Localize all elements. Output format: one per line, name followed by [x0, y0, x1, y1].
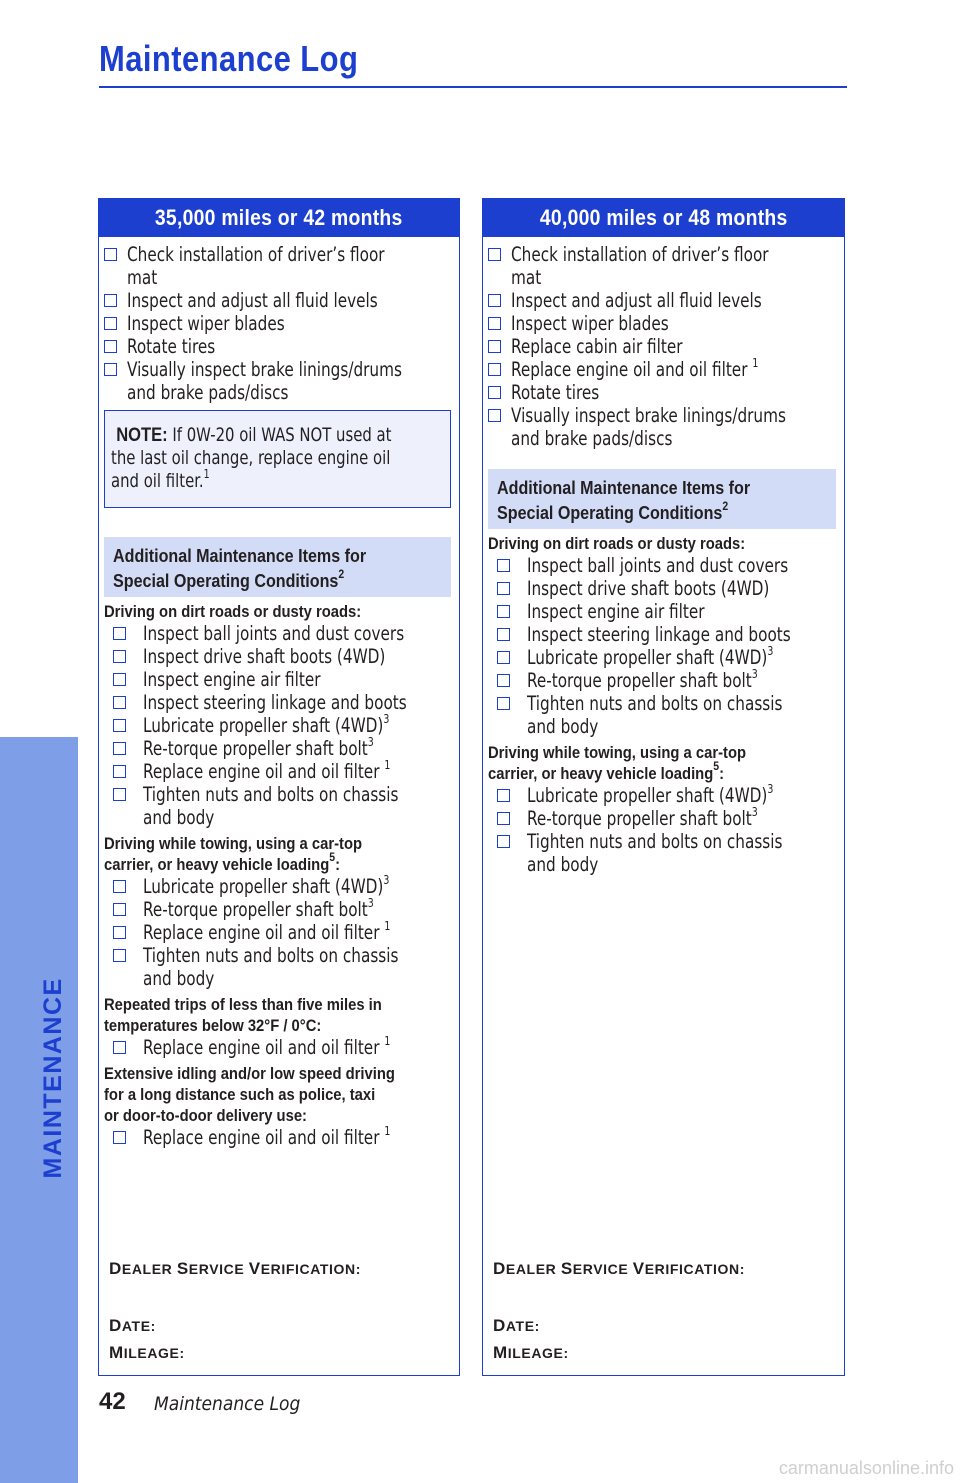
date-label: DATE:: [109, 1316, 156, 1335]
checklist-item: [488, 784, 836, 807]
checkbox[interactable]: [113, 949, 126, 962]
side-tab: [0, 737, 78, 1483]
checklist-item-text: Replace cabin air filter: [511, 335, 683, 358]
checklist-item-text: Tighten nuts and bolts on chassis and body: [143, 783, 399, 829]
footnote-marker: 1: [384, 1034, 391, 1048]
short-trips-items: [104, 1036, 451, 1059]
checklist-item: [488, 830, 836, 876]
checklist-item: [104, 898, 451, 921]
checklist-item: [488, 692, 836, 738]
checklist-item-text: Inspect ball joints and dust covers: [143, 622, 405, 645]
checklist-item: [488, 554, 836, 577]
checklist-item: [104, 783, 451, 829]
standard-items: [488, 243, 836, 450]
footnote-marker: 1: [384, 919, 391, 933]
footer-section-label: Maintenance Log: [154, 1393, 301, 1415]
checklist-item: [104, 875, 451, 898]
additional-footnote: 2: [722, 499, 729, 513]
schedule-header-text: 40,000 miles or 48 months: [539, 205, 788, 230]
towing-items: [104, 875, 451, 990]
checklist-item: [104, 668, 451, 691]
additional-title: Additional Maintenance Items for Special Operating Conditions: [113, 545, 367, 591]
side-tab-label: MAINTENANCE: [39, 977, 67, 1179]
checklist-item: [104, 1036, 451, 1059]
title-rule: [99, 86, 847, 88]
checklist-item-text: Replace engine oil and oil filter $^1$: [143, 1034, 391, 1059]
checklist-item-text: Inspect drive shaft boots (4WD): [527, 577, 770, 600]
checklist-item: [104, 760, 451, 783]
checkbox[interactable]: [113, 650, 126, 663]
checkbox[interactable]: [113, 719, 126, 732]
additional-items-heading: [104, 537, 451, 597]
checkbox[interactable]: [497, 582, 510, 595]
checklist-item-text: Visually inspect brake linings/drums and brake pads/discs: [511, 404, 786, 450]
checklist-item: [104, 1126, 451, 1149]
mileage-label: MILEAGE:: [493, 1343, 569, 1362]
footnote-marker: 1: [384, 1124, 391, 1138]
checklist-item-text: Inspect and adjust all fluid levels: [127, 289, 378, 312]
dirt-roads-items: [488, 554, 836, 738]
checklist-item: [104, 737, 451, 760]
additional-title: Additional Maintenance Items for Special Operating Conditions: [497, 477, 751, 523]
checkbox[interactable]: [497, 559, 510, 572]
checklist-item-text: Replace engine oil and oil filter $^1$: [143, 758, 391, 783]
checklist-item-text: Inspect wiper blades: [127, 312, 285, 335]
schedule-35000: [98, 198, 460, 1376]
checklist-item-text: Tighten nuts and bolts on chassis and body: [527, 830, 783, 876]
checklist-item: [104, 289, 451, 312]
checklist-item-text: Rotate tires: [127, 335, 216, 358]
schedule-40000: [482, 198, 845, 1376]
checkbox[interactable]: [113, 926, 126, 939]
checkbox[interactable]: [113, 1041, 126, 1054]
standard-items: [104, 243, 451, 404]
checklist-item: [104, 358, 451, 404]
checklist-item-text: Lubricate propeller shaft $(4WD)^3$: [527, 644, 774, 669]
checklist-item-text: Lubricate propeller shaft $(4WD)^3$: [143, 873, 390, 898]
checklist-item: [488, 807, 836, 830]
checkbox[interactable]: [497, 651, 510, 664]
checklist-item: [104, 921, 451, 944]
schedule-header: [99, 199, 459, 237]
checklist-item-text: Inspect steering linkage and boots: [527, 623, 791, 646]
additional-footnote: 2: [338, 567, 345, 581]
footnote-marker: 3: [367, 735, 374, 749]
dirt-roads-heading: Driving on dirt roads or dusty roads:: [104, 602, 362, 621]
towing-heading: Driving while towing, using a car-top carrier, or heavy vehicle loading$^5$:: [488, 743, 747, 783]
additional-items-heading: [488, 469, 836, 529]
page-number: 42: [99, 1388, 126, 1415]
checklist-item-text: Re-torque propeller shaft bolt$^3$: [527, 805, 758, 830]
checklist-item: [104, 691, 451, 714]
footnote-marker: 3: [367, 896, 374, 910]
dirt-roads-heading: Driving on dirt roads or dusty roads:: [488, 534, 746, 553]
checklist-item-text: Visually inspect brake linings/drums and brake pads/discs: [127, 358, 402, 404]
checkbox[interactable]: [488, 340, 501, 353]
checklist-item-text: Rotate tires: [511, 381, 600, 404]
checkbox[interactable]: [113, 765, 126, 778]
checklist-item: [488, 243, 836, 289]
footnote-marker: 3: [751, 667, 758, 681]
footnote-marker: 1: [752, 356, 759, 370]
towing-items: [488, 784, 836, 876]
checklist-item-text: Lubricate propeller shaft $(4WD)^3$: [527, 782, 774, 807]
checkbox[interactable]: [488, 248, 501, 261]
footnote-marker: 3: [751, 805, 758, 819]
checklist-item-text: Replace engine oil and oil filter $^1$: [143, 1124, 391, 1149]
checkbox[interactable]: [113, 1131, 126, 1144]
checkbox[interactable]: [497, 835, 510, 848]
checklist-item-text: Replace engine oil and oil filter $^1$: [143, 919, 391, 944]
checklist-item: [104, 645, 451, 668]
checkbox[interactable]: [113, 696, 126, 709]
note-text: If 0W-20 oil WAS NOT used at the last oil change, replace engine oil and oil filter.: [111, 424, 392, 492]
checklist-item-text: Lubricate propeller shaft $(4WD)^3$: [143, 712, 390, 737]
checkbox[interactable]: [488, 409, 501, 422]
page-title: Maintenance Log: [99, 38, 359, 79]
idling-heading: Extensive idling and/or low speed driving for a long distance such as police, taxi or door-to-door delivery use:: [104, 1064, 395, 1125]
checklist-item: [488, 404, 836, 450]
footnote-marker: 3: [383, 712, 390, 726]
footnote-marker: 1: [384, 758, 391, 772]
checkbox[interactable]: [488, 386, 501, 399]
checklist-item: [104, 243, 451, 289]
checklist-item: [488, 358, 836, 381]
checklist-item: [104, 622, 451, 645]
checklist-item-text: Inspect drive shaft boots (4WD): [143, 645, 386, 668]
checklist-item: [488, 312, 836, 335]
checklist-item-text: Inspect steering linkage and boots: [143, 691, 407, 714]
footnote-marker: 3: [767, 644, 774, 658]
checklist-item: [488, 669, 836, 692]
checkbox[interactable]: [497, 605, 510, 618]
checklist-item: [488, 600, 836, 623]
idling-items: [104, 1126, 451, 1149]
towing-heading: Driving while towing, using a car-top carrier, or heavy vehicle loading$^5$:: [104, 834, 363, 874]
short-trips-heading: Repeated trips of less than five miles in temperatures below 32°F / 0°C:: [104, 995, 382, 1035]
checklist-item: [488, 381, 836, 404]
checkbox[interactable]: [104, 248, 117, 261]
checkbox[interactable]: [497, 812, 510, 825]
checklist-item-text: Inspect engine air filter: [527, 600, 705, 623]
checklist-item-text: Inspect and adjust all fluid levels: [511, 289, 762, 312]
checklist-item-text: Check installation of driver’s floor mat: [511, 243, 769, 289]
note-footnote: 1: [203, 467, 210, 481]
checkbox[interactable]: [113, 742, 126, 755]
footnote-marker: 3: [767, 782, 774, 796]
watermark: carmanualsonline.info: [778, 1458, 954, 1478]
checkbox[interactable]: [488, 294, 501, 307]
checklist-item: [488, 335, 836, 358]
checkbox[interactable]: [104, 317, 117, 330]
checkbox[interactable]: [113, 880, 126, 893]
checklist-item-text: Re-torque propeller shaft bolt$^3$: [143, 896, 374, 921]
checkbox[interactable]: [497, 697, 510, 710]
checklist-item: [488, 623, 836, 646]
checkbox[interactable]: [113, 788, 126, 801]
dealer-verification-label: DEALER SERVICE VERIFICATION:: [109, 1259, 361, 1278]
checkbox[interactable]: [497, 789, 510, 802]
checkbox[interactable]: [104, 294, 117, 307]
checkbox[interactable]: [104, 340, 117, 353]
dealer-verification-label: DEALER SERVICE VERIFICATION:: [493, 1259, 745, 1278]
checkbox[interactable]: [488, 363, 501, 376]
checkbox[interactable]: [113, 673, 126, 686]
checkbox[interactable]: [113, 627, 126, 640]
oil-note: [104, 410, 451, 508]
checklist-item-text: Re-torque propeller shaft bolt$^3$: [527, 667, 758, 692]
checklist-item: [488, 577, 836, 600]
checklist-item-text: Inspect wiper blades: [511, 312, 669, 335]
checklist-item: [104, 335, 451, 358]
checklist-item-text: Tighten nuts and bolts on chassis and body: [527, 692, 783, 738]
checklist-item: [488, 289, 836, 312]
checklist-item-text: Check installation of driver’s floor mat: [127, 243, 385, 289]
checkbox[interactable]: [488, 317, 501, 330]
checklist-item-text: Replace engine oil and oil filter $^1$: [511, 356, 759, 381]
note-label: NOTE:: [116, 425, 168, 446]
checklist-item: [104, 714, 451, 737]
checklist-item: [104, 944, 451, 990]
date-label: DATE:: [493, 1316, 540, 1335]
checklist-item-text: Inspect ball joints and dust covers: [527, 554, 789, 577]
checklist-item-text: Tighten nuts and bolts on chassis and body: [143, 944, 399, 990]
checklist-item-text: Inspect engine air filter: [143, 668, 321, 691]
checkbox[interactable]: [104, 363, 117, 376]
checklist-item: [488, 646, 836, 669]
schedule-header: [483, 199, 844, 237]
checkbox[interactable]: [497, 628, 510, 641]
checklist-item-text: Re-torque propeller shaft bolt$^3$: [143, 735, 374, 760]
checkbox[interactable]: [497, 674, 510, 687]
checkbox[interactable]: [113, 903, 126, 916]
dirt-roads-items: [104, 622, 451, 829]
mileage-label: MILEAGE:: [109, 1343, 185, 1362]
checklist-item: [104, 312, 451, 335]
footnote-marker: 3: [383, 873, 390, 887]
schedule-header-text: 35,000 miles or 42 months: [155, 205, 403, 230]
